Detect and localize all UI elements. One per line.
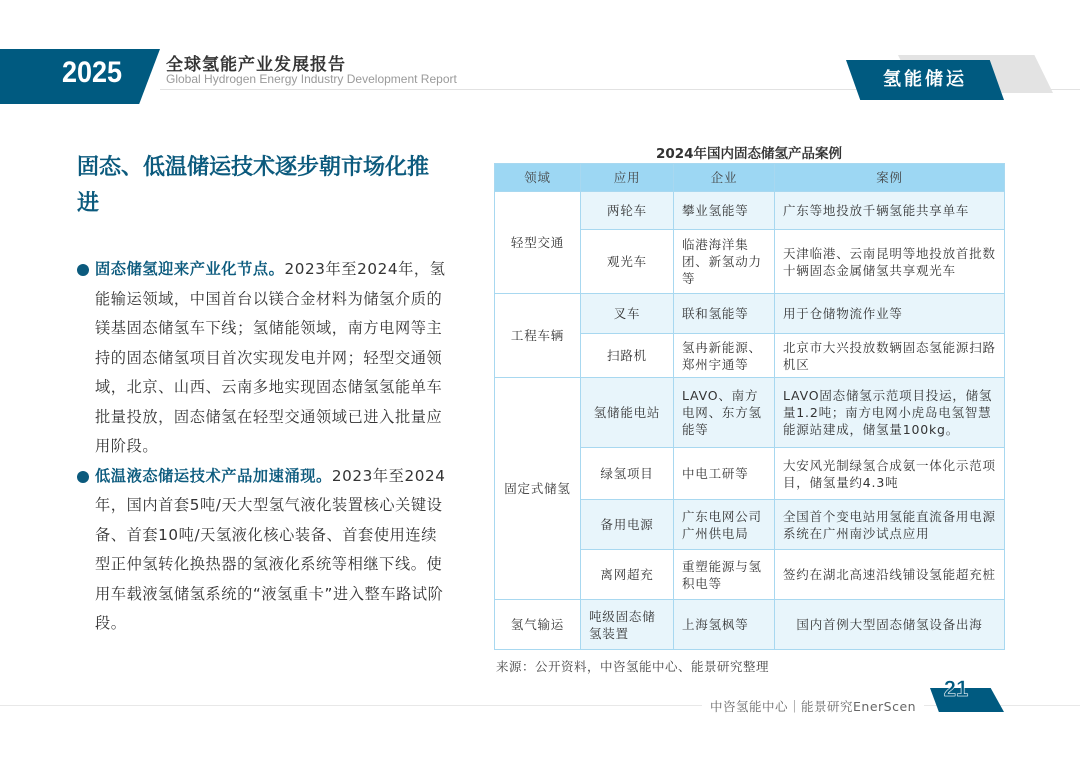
cell-enterprise: 重塑能源与氢积电等 xyxy=(674,550,775,600)
cell-domain: 轻型交通 xyxy=(495,192,581,294)
bullet-dot-icon xyxy=(77,264,89,276)
header-enterprise: 企业 xyxy=(674,164,775,192)
cell-enterprise: 攀业氢能等 xyxy=(674,192,775,230)
footer-org: 中咨氢能中心｜能景研究EnerScen xyxy=(702,697,924,715)
cell-case: 大安风光制绿氢合成氨一体化示范项目，储氢量约4.3吨 xyxy=(775,448,1005,500)
cell-case: 天津临港、云南昆明等地投放首批数十辆固态金属储氢共享观光车 xyxy=(775,230,1005,294)
cell-case: 广东等地投放千辆氢能共享单车 xyxy=(775,192,1005,230)
cell-application: 绿氢项目 xyxy=(581,448,674,500)
cell-application: 吨级固态储氢装置 xyxy=(581,600,674,650)
cell-application: 叉车 xyxy=(581,294,674,334)
table-row xyxy=(495,600,1005,650)
bullet-body: 2023年至2024年，国内首套5吨/天大型氢气液化装置核心关键设备、首套10吨/天氢液化核心装备、首套使用连续型正仲氢转化换热器的氢液化系统等相继下线。使用车载液氢储氢系统的“液氢重卡”进入整车路试阶段。 xyxy=(95,466,446,632)
cell-case: 国内首例大型固态储氢设备出海 xyxy=(775,600,1005,650)
table-row xyxy=(495,192,1005,230)
cell-domain: 工程车辆 xyxy=(495,294,581,378)
header-domain: 领域 xyxy=(495,164,581,192)
cell-enterprise: 中电工研等 xyxy=(674,448,775,500)
cell-domain: 氢气输运 xyxy=(495,600,581,650)
cell-case: 北京市大兴投放数辆固态氢能源扫路机区 xyxy=(775,334,1005,378)
cell-enterprise: 广东电网公司广州供电局 xyxy=(674,500,775,550)
cell-enterprise: 上海氢枫等 xyxy=(674,600,775,650)
cell-application: 观光车 xyxy=(581,230,674,294)
cell-application: 扫路机 xyxy=(581,334,674,378)
page-number: 21 xyxy=(943,676,969,701)
bullet-body: 2023年至2024年，氢能输运领域，中国首台以镁合金材料为储氢介质的镁基固态储氢车下线；氢储能领域，南方电网等主持的固态储氢项目首次实现发电并网；轻型交通领域，北京、山西、云南多地实现固态储氢氢能单车批量投放，固态储氢在轻型交通领域已进入批量应用阶段。 xyxy=(95,260,446,455)
cell-case: 用于仓储物流作业等 xyxy=(775,294,1005,334)
cases-table xyxy=(494,163,1005,650)
bullet-item xyxy=(77,462,447,639)
page-title: 固态、低温储运技术逐步朝市场化推进 xyxy=(77,155,430,216)
header-case: 案例 xyxy=(775,164,1005,192)
table-row xyxy=(495,294,1005,334)
cell-application: 备用电源 xyxy=(581,500,674,550)
cell-enterprise: 临港海洋集团、新氢动力等 xyxy=(674,230,775,294)
table-header-row xyxy=(495,164,1005,192)
cell-domain: 固定式储氢 xyxy=(495,378,581,600)
cell-case: LAVO固态储氢示范项目投运，储氢量1.2吨；南方电网小虎岛电氢智慧能源站建成，储氢量100kg。 xyxy=(775,378,1005,448)
cell-application: 两轮车 xyxy=(581,192,674,230)
cell-case: 签约在湖北高速沿线铺设氢能超充桩 xyxy=(775,550,1005,600)
bullet-lead: 固态储氢迎来产业化节点。 xyxy=(95,260,285,278)
report-title-en: Global Hydrogen Energy Industry Development Report xyxy=(166,72,457,86)
bullet-list xyxy=(77,255,447,639)
cell-enterprise: 联和氢能等 xyxy=(674,294,775,334)
table-row xyxy=(495,378,1005,448)
cell-enterprise: LAVO、南方电网、东方氢能等 xyxy=(674,378,775,448)
table-title: 2024年国内固态储氢产品案例 xyxy=(655,146,843,162)
table-source-note: 来源：公开资料，中咨氢能中心、能景研究整理 xyxy=(496,659,770,674)
report-title-cn: 全球氢能产业发展报告 xyxy=(166,55,346,75)
bullet-dot-icon xyxy=(77,471,89,483)
section-tag-label: 氢能储运 xyxy=(883,69,967,90)
cell-case: 全国首个变电站用氢能直流备用电源系统在广州南沙试点应用 xyxy=(775,500,1005,550)
header-application: 应用 xyxy=(581,164,674,192)
bullet-lead: 低温液态储运技术产品加速涌现。 xyxy=(95,466,332,485)
cell-enterprise: 氢冉新能源、郑州宇通等 xyxy=(674,334,775,378)
cell-application: 氢储能电站 xyxy=(581,378,674,448)
cell-application: 离网超充 xyxy=(581,550,674,600)
bullet-item xyxy=(77,255,447,462)
report-year: 2025 xyxy=(62,56,123,89)
